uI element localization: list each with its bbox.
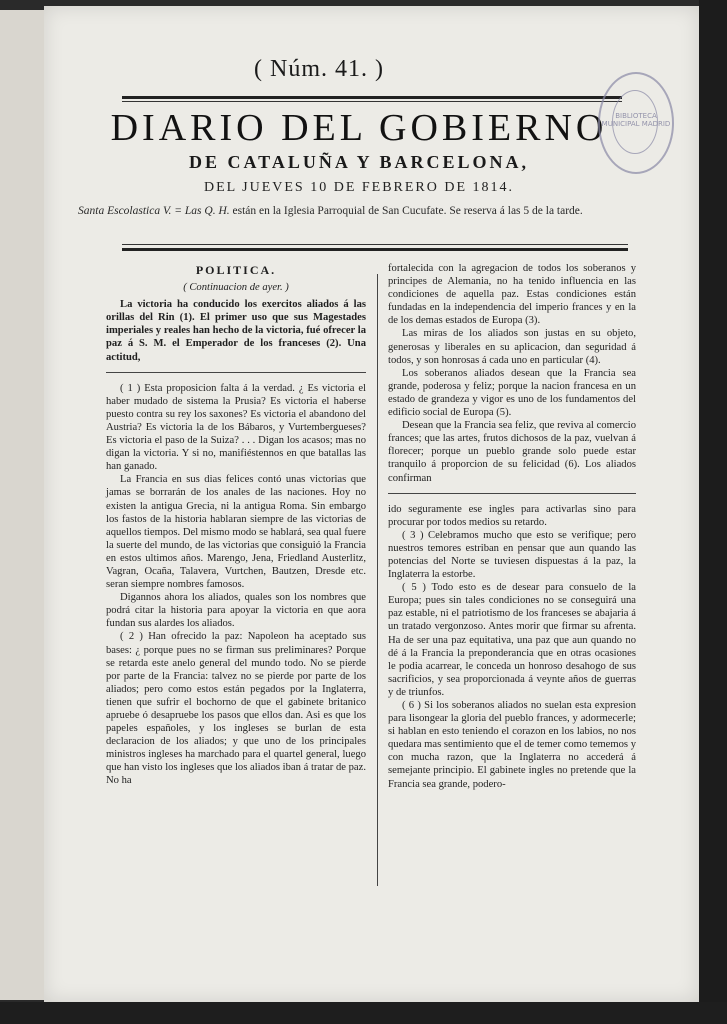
footnote-paragraph: ( 3 ) Celebramos mucho que esto se verifique; pero nuestros temores estriban en pensar que aun quando las potencias del Norte se tuviesen dispuestas á la paz, la Inglaterra la estorbe.: [388, 529, 636, 581]
notice-saint: Santa Escolastica V. = Las Q. H.: [78, 205, 230, 217]
masthead-title: DIARIO DEL GOBIERNO: [110, 107, 608, 149]
article-paragraph: La victoria ha conducido los exercitos aliados á las orillas del Rin (1). El primer uso que sus Magestades imperiales y reales han hecho de la victoria, fué ofrecer la paz á S. M. el Emperador de los franceses (2). Una actitud,: [106, 299, 366, 363]
footnote-paragraph: ido seguramente ese ingles para activarlas sino para procurar por todos medios su retardo.: [388, 503, 636, 528]
article-paragraph: Las miras de los aliados son justas en su objeto, generosas y liberales en su aplicacion, dan seguridad á todos, y son honrosas á cada uno en particular (4).: [388, 328, 636, 366]
daily-notice: [78, 204, 626, 218]
left-column: [106, 262, 366, 788]
footnote-paragraph: La Francia en sus dias felices contó unas victorias que jamas se borrarán de los anales de las naciones. Hoy no existen la antigua Grecia, ni la antigua Roma. Sin embargo los fastos de la historia hablaran siempre de las victorias de aquellos tiempos. Del mismo modo se hablará, sea qual fuere la suerte del mundo, de las victorias que consiguió la Francia en estos ultimos años. Marengo, Jena, Friedland Austerlitz, Vagran, Ocaña, Talavera, Vurtchen, Bautzen, Dresde etc. seran siempre nombres famosos.: [106, 474, 366, 591]
library-stamp: [598, 72, 674, 174]
header-bottom-rule: [122, 248, 628, 251]
adjacent-page-edge: [0, 10, 45, 1000]
header-bottom-rule-thin: [122, 244, 628, 245]
stamp-label: BIBLIOTECA MUNICIPAL MADRID: [601, 112, 671, 128]
footnote-paragraph: Digannos ahora los aliados, quales son los nombres que podrá citar la historia para apoyar la victoria en que aora fundan sus alardes los aliados.: [106, 592, 366, 630]
footnote-separator: [106, 364, 366, 382]
masthead-subtitle: DE CATALUÑA Y BARCELONA,: [188, 152, 530, 172]
dark-background-right: [699, 0, 727, 1024]
article-paragraph: Los soberanos aliados desean que la Francia sea grande, poderosa y feliz; porque la nacion francesa en un estado de grandeza y vigor es uno de los fundamentos del edificio social de Europa (5).: [388, 367, 636, 419]
article-paragraph: Desean que la Francia sea feliz, que reviva al comercio frances; que las artes, frutos dichosos de la paz, vuelvan á florecer; porque un pueblo grande solo puede estar tranquilo á proporcion de su felicidad (6). Los aliados confirman: [388, 420, 636, 484]
footnote-paragraph: ( 1 ) Esta proposicion falta á la verdad. ¿ Es victoria el haber mudado de sistema la Prusia? Es victoria el haberse puesto contra su rey los saxones? Es victoria el abandono del Austria? Es victoria la de los Bábaros, y Vurtembergueses? Es victoria el paso de la Suiza? . . . Digan los acasos; mas no digan la victoria. Y si no, manifiéstennos en que batallas las han ganado.: [106, 382, 366, 473]
dateline: DEL JUEVES 10 DE FEBRERO DE 1814.: [203, 180, 515, 195]
section-continuation: ( Continuacion de ayer. ): [183, 282, 289, 294]
footnote-separator: [388, 485, 636, 503]
footnote-paragraph: ( 5 ) Todo esto es de desear para consuelo de la Europa; pues sin tales condiciones no se conseguirá una paz estable, ni el patriotismo de los franceses se abajaria á un tratado vergonzoso. Antes morir que firmar su afrenta. Ha de ser una paz equitativa, una paz que aun quando no dé á la Francia la preponderancia que en otras ocasiones le podia acarrear, le conceda un honroso desahogo de sus sacrificios, y sea proporcionada á veynte años de guerras y de triunfos.: [388, 582, 636, 698]
article-paragraph: fortalecida con la agregacion de todos los soberanos y principes de Alemania, no ha tenido influencia en las condiciones de aquella paz. Estas condiciones están fundadas en la independencia del imperio frances y en la de los demas estados de Europa (3).: [388, 263, 636, 327]
footnote-paragraph: ( 2 ) Han ofrecido la paz: Napoleon ha aceptado sus bases: ¿ porque pues no se firman sus preliminares? Porque se retarda este anelo general del mundo todo. No se pierde por parte de la Francia: talvez no se pierde por parte de los aliados; pero como estos están pegados por la Inglaterra, tienen que sufrir el bochorno de que el gabinete britanico apruebe ó desapruebe los pasos que ellos dan. Asi es que los papeles españoles, y los ingleses se burlan de esta declaracion de los aliados; y que uno de los principales ministros ingleses ha marchado para el quartel general, luego que han visto los ingleses que los aliados iban á tratar de paz. No ha: [106, 631, 366, 787]
notice-text: están en la Iglesia Parroquial de San Cucufate. Se reserva á las 5 de la tarde.: [229, 205, 583, 217]
right-column: [388, 262, 636, 791]
section-title: POLITICA.: [195, 263, 277, 277]
masthead-top-rule-thin: [122, 101, 622, 102]
footnote-paragraph: ( 6 ) Si los soberanos aliados no suelan esta expresion para lisongear la gloria del pueblo frances, y adormecerle; si hablan en esto teniendo el corazon en los labios, no nos quedara mas sentimiento que el de temer como tememos y con mucha razon, que la Inglaterra no accederá á semejante principio. El gabinete ingles no pretende que la Francia sea grande, podero-: [388, 700, 636, 790]
issue-number: ( Núm. 41. ): [254, 56, 384, 82]
masthead-top-rule: [122, 96, 622, 99]
dark-background-bottom: [0, 1002, 727, 1024]
column-divider: [377, 274, 378, 886]
